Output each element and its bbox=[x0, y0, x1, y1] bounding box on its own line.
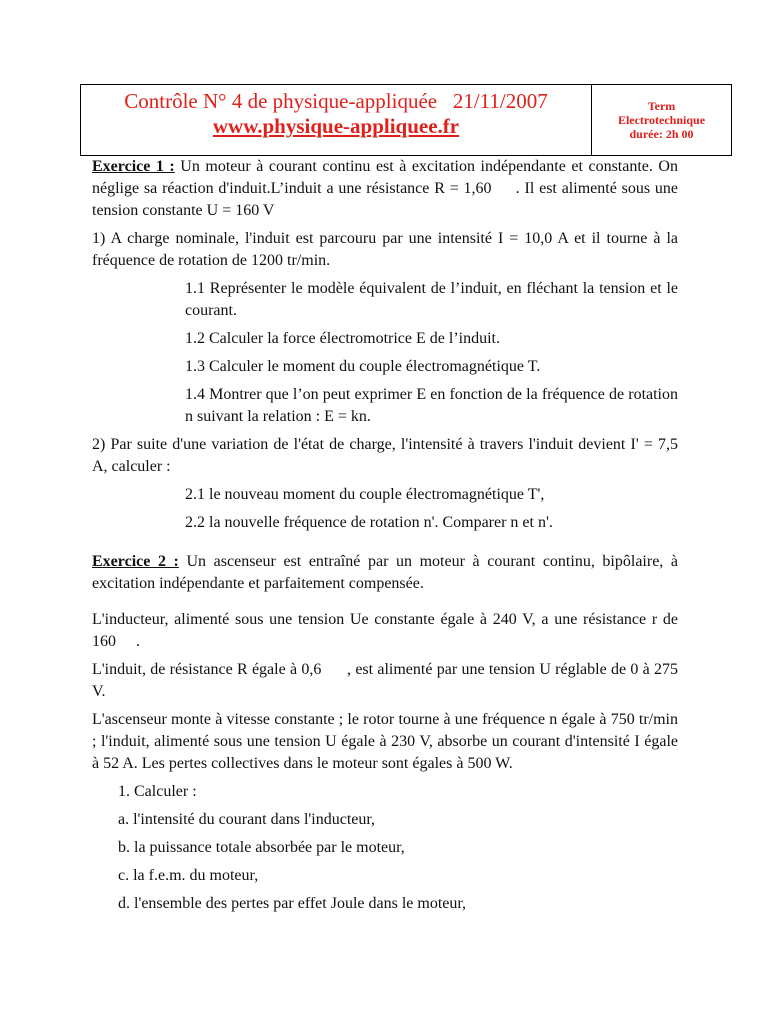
exercise-2-title: Exercice 2 : bbox=[92, 553, 179, 570]
exercise-2-intro bbox=[92, 551, 678, 595]
document-body bbox=[92, 156, 682, 915]
exam-title: Contrôle N° 4 de physique-appliquée 21/11/2007 bbox=[124, 89, 548, 113]
question-2: 2) Par suite d'une variation de l'état de charge, l'intensité à travers l'induit devient I' = 7,5 A, calculer : bbox=[92, 436, 678, 475]
question-2-2: 2.2 la nouvelle fréquence de rotation n'. Comparer n et n'. bbox=[185, 514, 553, 531]
duration-label: durée: 2h 00 bbox=[629, 127, 694, 141]
question-1-4: 1.4 Montrer que l’on peut exprimer E en fonction de la fréquence de rotation n suivant la relation : E = kn. bbox=[185, 386, 678, 425]
question-1: 1) A charge nominale, l'induit est parcouru par une intensité I = 10,0 A et il tourne à la fréquence de rotation de 1200 tr/min. bbox=[92, 230, 678, 269]
level-label: Term bbox=[647, 99, 676, 113]
list-item: c. la f.e.m. du moteur, bbox=[118, 867, 259, 884]
list-item: b. la puissance totale absorbée par le moteur, bbox=[118, 839, 405, 856]
question-1-1: 1.1 Représenter le modèle équivalent de l’induit, en fléchant la tension et le courant. bbox=[185, 280, 678, 319]
question-1-2: 1.2 Calculer la force électromotrice E de l’induit. bbox=[185, 330, 500, 347]
question-1-3: 1.3 Calculer le moment du couple électromagnétique T. bbox=[185, 358, 541, 375]
website-link[interactable]: www.physique-appliquee.fr bbox=[212, 114, 460, 138]
list-item: 1. Calculer : bbox=[118, 783, 197, 800]
exercise-2-operation: L'ascenseur monte à vitesse constante ; le rotor tourne à une fréquence n égale à 750 tr/min ; l'induit, alimenté sous une tension U égale à 230 V, absorbe un courant d'intensité I égale à 52 A. Les pertes collectives dans le moteur sont égales à 500 W. bbox=[92, 711, 678, 772]
question-2-1: 2.1 le nouveau moment du couple électromagnétique T', bbox=[185, 486, 545, 503]
exercise-1-title: Exercice 1 : bbox=[92, 158, 175, 175]
header-main bbox=[81, 85, 592, 155]
header-box bbox=[80, 84, 732, 156]
exercise-1-intro bbox=[92, 156, 682, 222]
list-item: d. l'ensemble des pertes par effet Joule dans le moteur, bbox=[118, 895, 467, 912]
section-label: Electrotechnique bbox=[617, 113, 706, 127]
exercise-2-armature: L'induit, de résistance R égale à 0,6 , est alimenté par une tension U réglable de 0 à 275 V. bbox=[92, 661, 682, 700]
exercise-2-intro-text: Un ascenseur est entraîné par un moteur à courant continu, bipôlaire, à excitation indépendante et parfaitement compensée. bbox=[92, 553, 679, 592]
header-side bbox=[592, 85, 731, 155]
exercise-2-inductor: L'inducteur, alimenté sous une tension Ue constante égale à 240 V, a une résistance r de 160 . bbox=[92, 611, 682, 650]
list-item: a. l'intensité du courant dans l'inducteur, bbox=[118, 811, 376, 828]
exercise-1-intro-text: Un moteur à courant continu est à excitation indépendante et constante. On néglige sa réaction d'induit.L’induit a une résistance R = 1,60 . Il est alimenté sous une tension constante U = 160 V bbox=[92, 158, 682, 219]
